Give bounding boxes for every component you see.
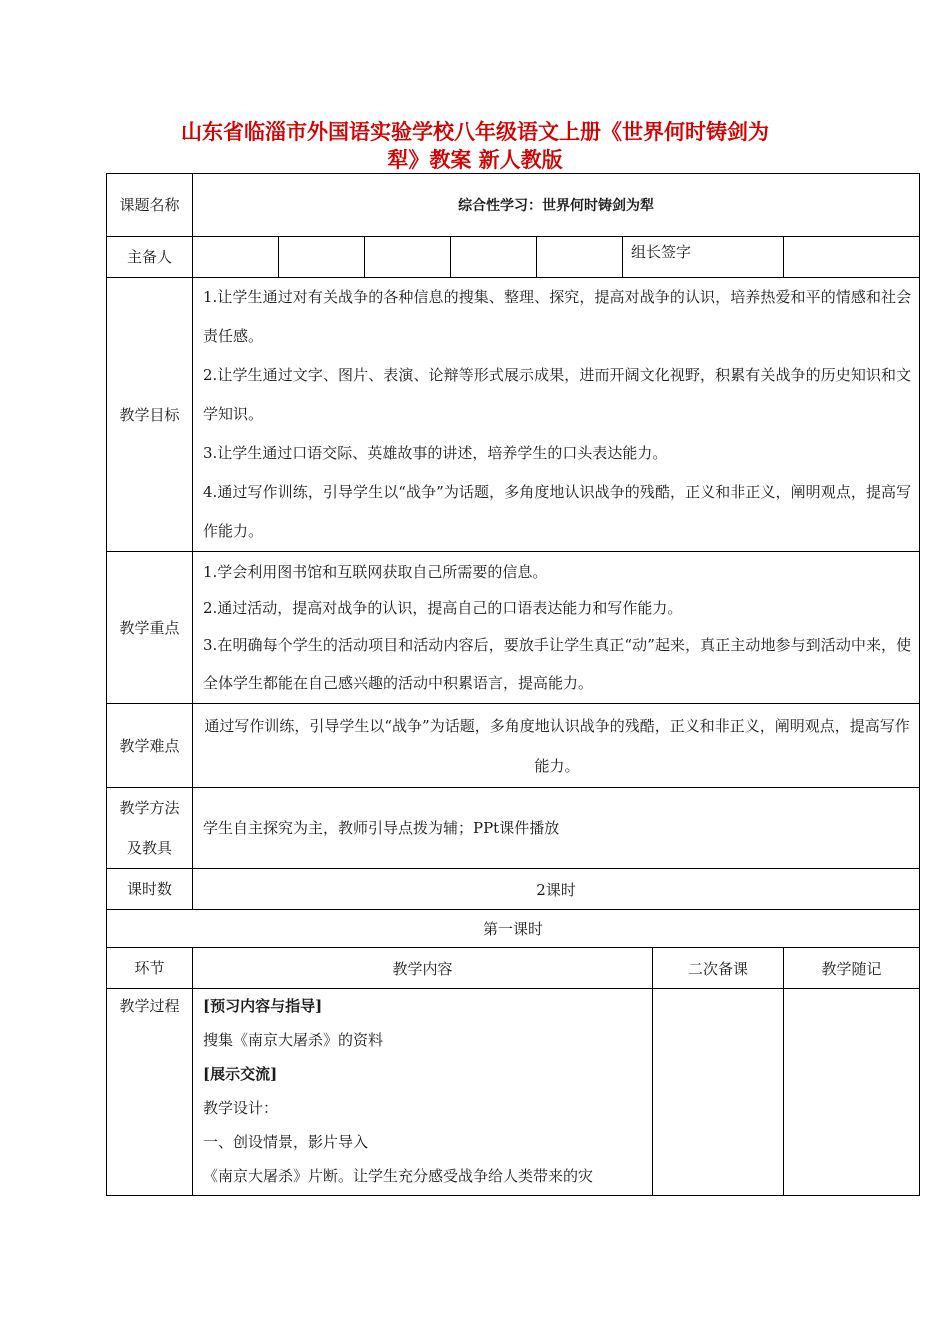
topic-row	[107, 174, 920, 237]
key-point-item: 3.在明确每个学生的活动项目和活动内容后，要放手让学生真正“动”起来，真正主动地参与到活动中来，使全体学生都能在自己感兴趣的活动中积累语言，提高能力。	[203, 635, 912, 692]
preparer-row	[107, 237, 920, 278]
goal-item: 1.让学生通过对有关战争的各种信息的搜集、整理、探究，提高对战争的认识，培养热爱和平的情感和社会责任感。	[203, 288, 912, 345]
header-content: 教学内容	[193, 948, 653, 989]
goals-label: 教学目标	[107, 278, 193, 552]
difficulty-label: 教学难点	[107, 704, 193, 788]
topic-value: 综合性学习：世界何时铸剑为犁	[193, 174, 920, 237]
process-line: [展示交流]	[203, 1065, 278, 1083]
goal-item: 3.让学生通过口语交际、英雄故事的讲述，培养学生的口头表达能力。	[203, 444, 668, 462]
first-period-row	[107, 910, 920, 948]
process-line: 《南京大屠杀》片断。让学生充分感受战争给人类带来的灾	[203, 1167, 594, 1185]
method-row	[107, 788, 920, 869]
preparer-cell-2	[279, 237, 365, 278]
process-line: 搜集《南京大屠杀》的资料	[203, 1031, 384, 1049]
key-points-row	[107, 552, 920, 704]
method-label	[107, 788, 193, 869]
method-cell	[193, 788, 920, 869]
goals-cell	[193, 278, 920, 552]
leader-sign-label: 组长签字	[623, 237, 784, 278]
difficulty-cell	[193, 704, 920, 788]
key-points-label: 教学重点	[107, 552, 193, 704]
header-notes: 教学随记	[784, 948, 920, 989]
method-label-line-1: 教学方法	[119, 799, 180, 817]
difficulty-text: 通过写作训练，引导学生以“战争”为话题，多角度地认识战争的残酷，正义和非正义，阐明观点，提高写作能力。	[204, 716, 910, 775]
header-secondary-prep: 二次备课	[653, 948, 784, 989]
process-notes	[784, 989, 920, 1196]
goal-item: 2.让学生通过文字、图片、表演、论辩等形式展示成果，进而开阔文化视野，积累有关战争的历史知识和文学知识。	[203, 366, 912, 423]
preparer-cell-1	[193, 237, 279, 278]
goal-item: 4.通过写作训练，引导学生以“战争”为话题，多角度地认识战争的残酷，正义和非正义，阐明观点，提高写作能力。	[203, 483, 912, 540]
lesson-plan-table	[106, 173, 920, 1196]
difficulty-row	[107, 704, 920, 788]
preparer-cell-5	[537, 237, 623, 278]
preparer-cell-4	[451, 237, 537, 278]
process-row	[107, 989, 920, 1196]
key-point-item: 1.学会利用图书馆和互联网获取自己所需要的信息。	[203, 562, 548, 581]
process-secondary-prep	[653, 989, 784, 1196]
hours-value: 2课时	[193, 869, 920, 910]
title-line-2: 犁》教案 新人教版	[387, 148, 563, 172]
process-line: 一、创设情景，影片导入	[203, 1133, 369, 1151]
process-content	[193, 989, 653, 1196]
hours-label: 课时数	[107, 869, 193, 910]
key-point-item: 2.通过活动，提高对战争的认识，提高自己的口语表达能力和写作能力。	[203, 598, 683, 617]
process-stage: 教学过程	[107, 989, 193, 1196]
hours-row	[107, 869, 920, 910]
title-line-1: 山东省临淄市外国语实验学校八年级语文上册《世界何时铸剑为	[181, 120, 769, 144]
preparer-cell-3	[365, 237, 451, 278]
process-line: [预习内容与指导]	[203, 997, 323, 1015]
topic-label: 课题名称	[107, 174, 193, 237]
header-stage: 环节	[107, 948, 193, 989]
process-line: 教学设计：	[203, 1099, 279, 1117]
document-title	[120, 118, 830, 174]
preparer-label: 主备人	[107, 237, 193, 278]
key-points-cell	[193, 552, 920, 704]
leader-sign-value	[784, 237, 920, 278]
first-period-label: 第一课时	[107, 910, 920, 948]
method-text: 学生自主探究为主，教师引导点拨为辅；PPt课件播放	[203, 818, 560, 837]
process-header-row	[107, 948, 920, 989]
goals-row	[107, 278, 920, 552]
method-label-line-2: 及教具	[126, 839, 172, 857]
